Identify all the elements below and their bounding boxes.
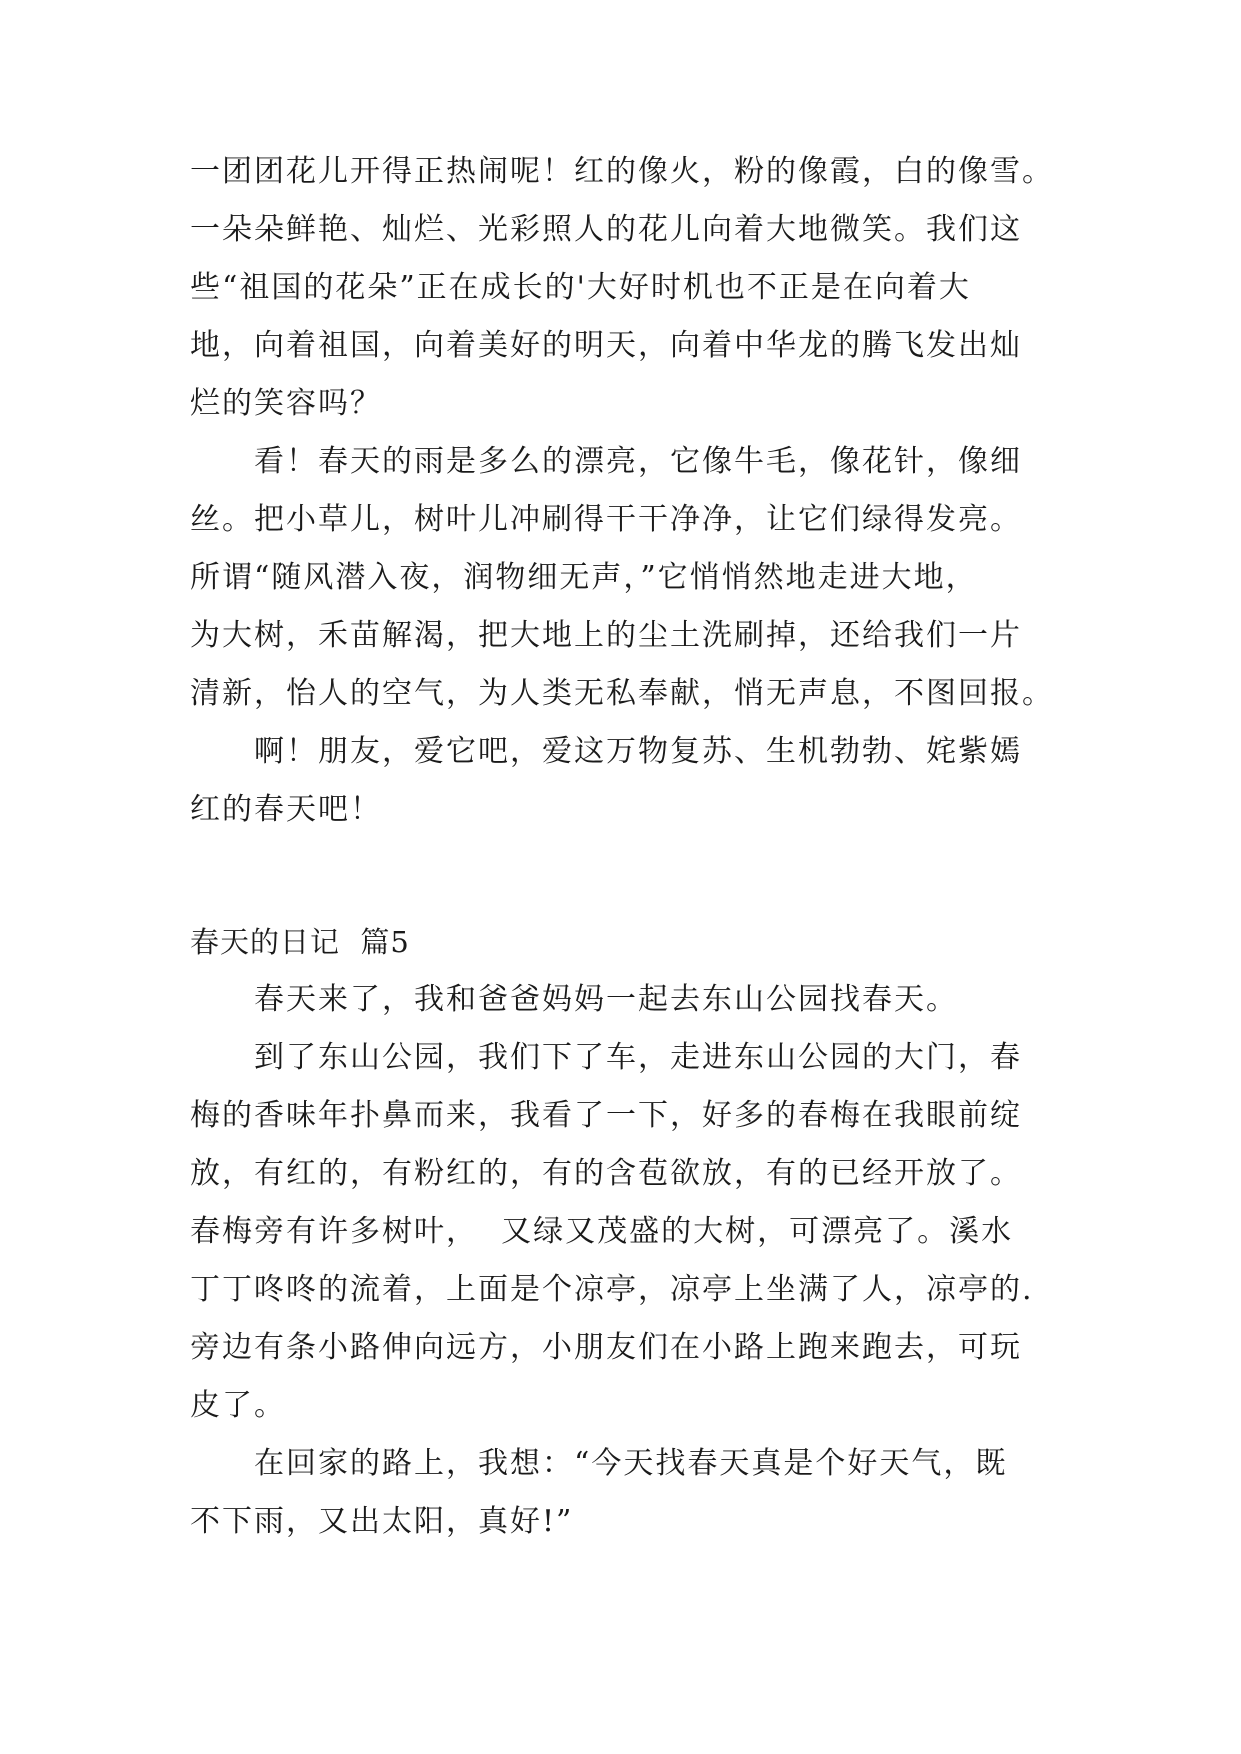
body-line: 皮了。	[190, 1388, 286, 1423]
body-line: 烂的笑容吗？	[190, 386, 382, 421]
body-line: 地，向着祖国，向着美好的明天，向着中华龙的腾飞发出灿	[190, 328, 1022, 363]
body-line: 旁边有条小路伸向远方，小朋友们在小路上跑来跑去，可玩	[190, 1330, 1022, 1365]
body-line: 一朵朵鲜艳、灿烂、光彩照人的花儿向着大地微笑。我们这	[190, 212, 1022, 247]
body-line: 丁丁咚咚的流着，上面是个凉亭，凉亭上坐满了人，凉亭的.	[190, 1272, 1034, 1307]
body-line: 清新，怡人的空气，为人类无私奉献，悄无声息，不图回报。	[190, 676, 1054, 711]
body-line: 放，有红的，有粉红的，有的含苞欲放，有的已经开放了。	[190, 1156, 1022, 1191]
body-line: 为大树，禾苗解渴，把大地上的尘土洗刷掉，还给我们一片	[190, 618, 1022, 653]
body-line: 看！春天的雨是多么的漂亮，它像牛毛，像花针，像细	[254, 444, 1022, 479]
document-body	[190, 0, 1060, 1754]
body-line: 所谓“随风潜入夜，润物细无声，”它悄悄然地走进大地，	[190, 560, 978, 595]
body-line: 在回家的路上，我想：“今天找春天真是个好天气，既	[254, 1446, 1008, 1481]
body-line: 红的春天吧！	[190, 792, 382, 827]
body-line: 春梅旁有许多树叶， 又绿又茂盛的大树，可漂亮了。溪水	[190, 1214, 1014, 1249]
body-line: 些“祖国的花朵”正在成长的'大好时机也不正是在向着大	[190, 270, 971, 305]
body-line: 梅的香味年扑鼻而来，我看了一下，好多的春梅在我眼前绽	[190, 1098, 1022, 1133]
body-line: 一团团花儿开得正热闹呢！红的像火，粉的像霞，白的像雪。	[190, 154, 1054, 189]
body-line: 春天来了，我和爸爸妈妈一起去东山公园找春天。	[254, 982, 958, 1017]
body-line: 啊！朋友，爱它吧，爱这万物复苏、生机勃勃、姹紫嫣	[254, 734, 1022, 769]
body-line: 丝。把小草儿，树叶儿冲刷得干干净净，让它们绿得发亮。	[190, 502, 1022, 537]
body-line: 不下雨，又出太阳，真好!”	[190, 1504, 574, 1539]
body-line: 到了东山公园，我们下了车，走进东山公园的大门，春	[254, 1040, 1022, 1075]
section-heading: 春天的日记 篇5	[190, 925, 410, 959]
